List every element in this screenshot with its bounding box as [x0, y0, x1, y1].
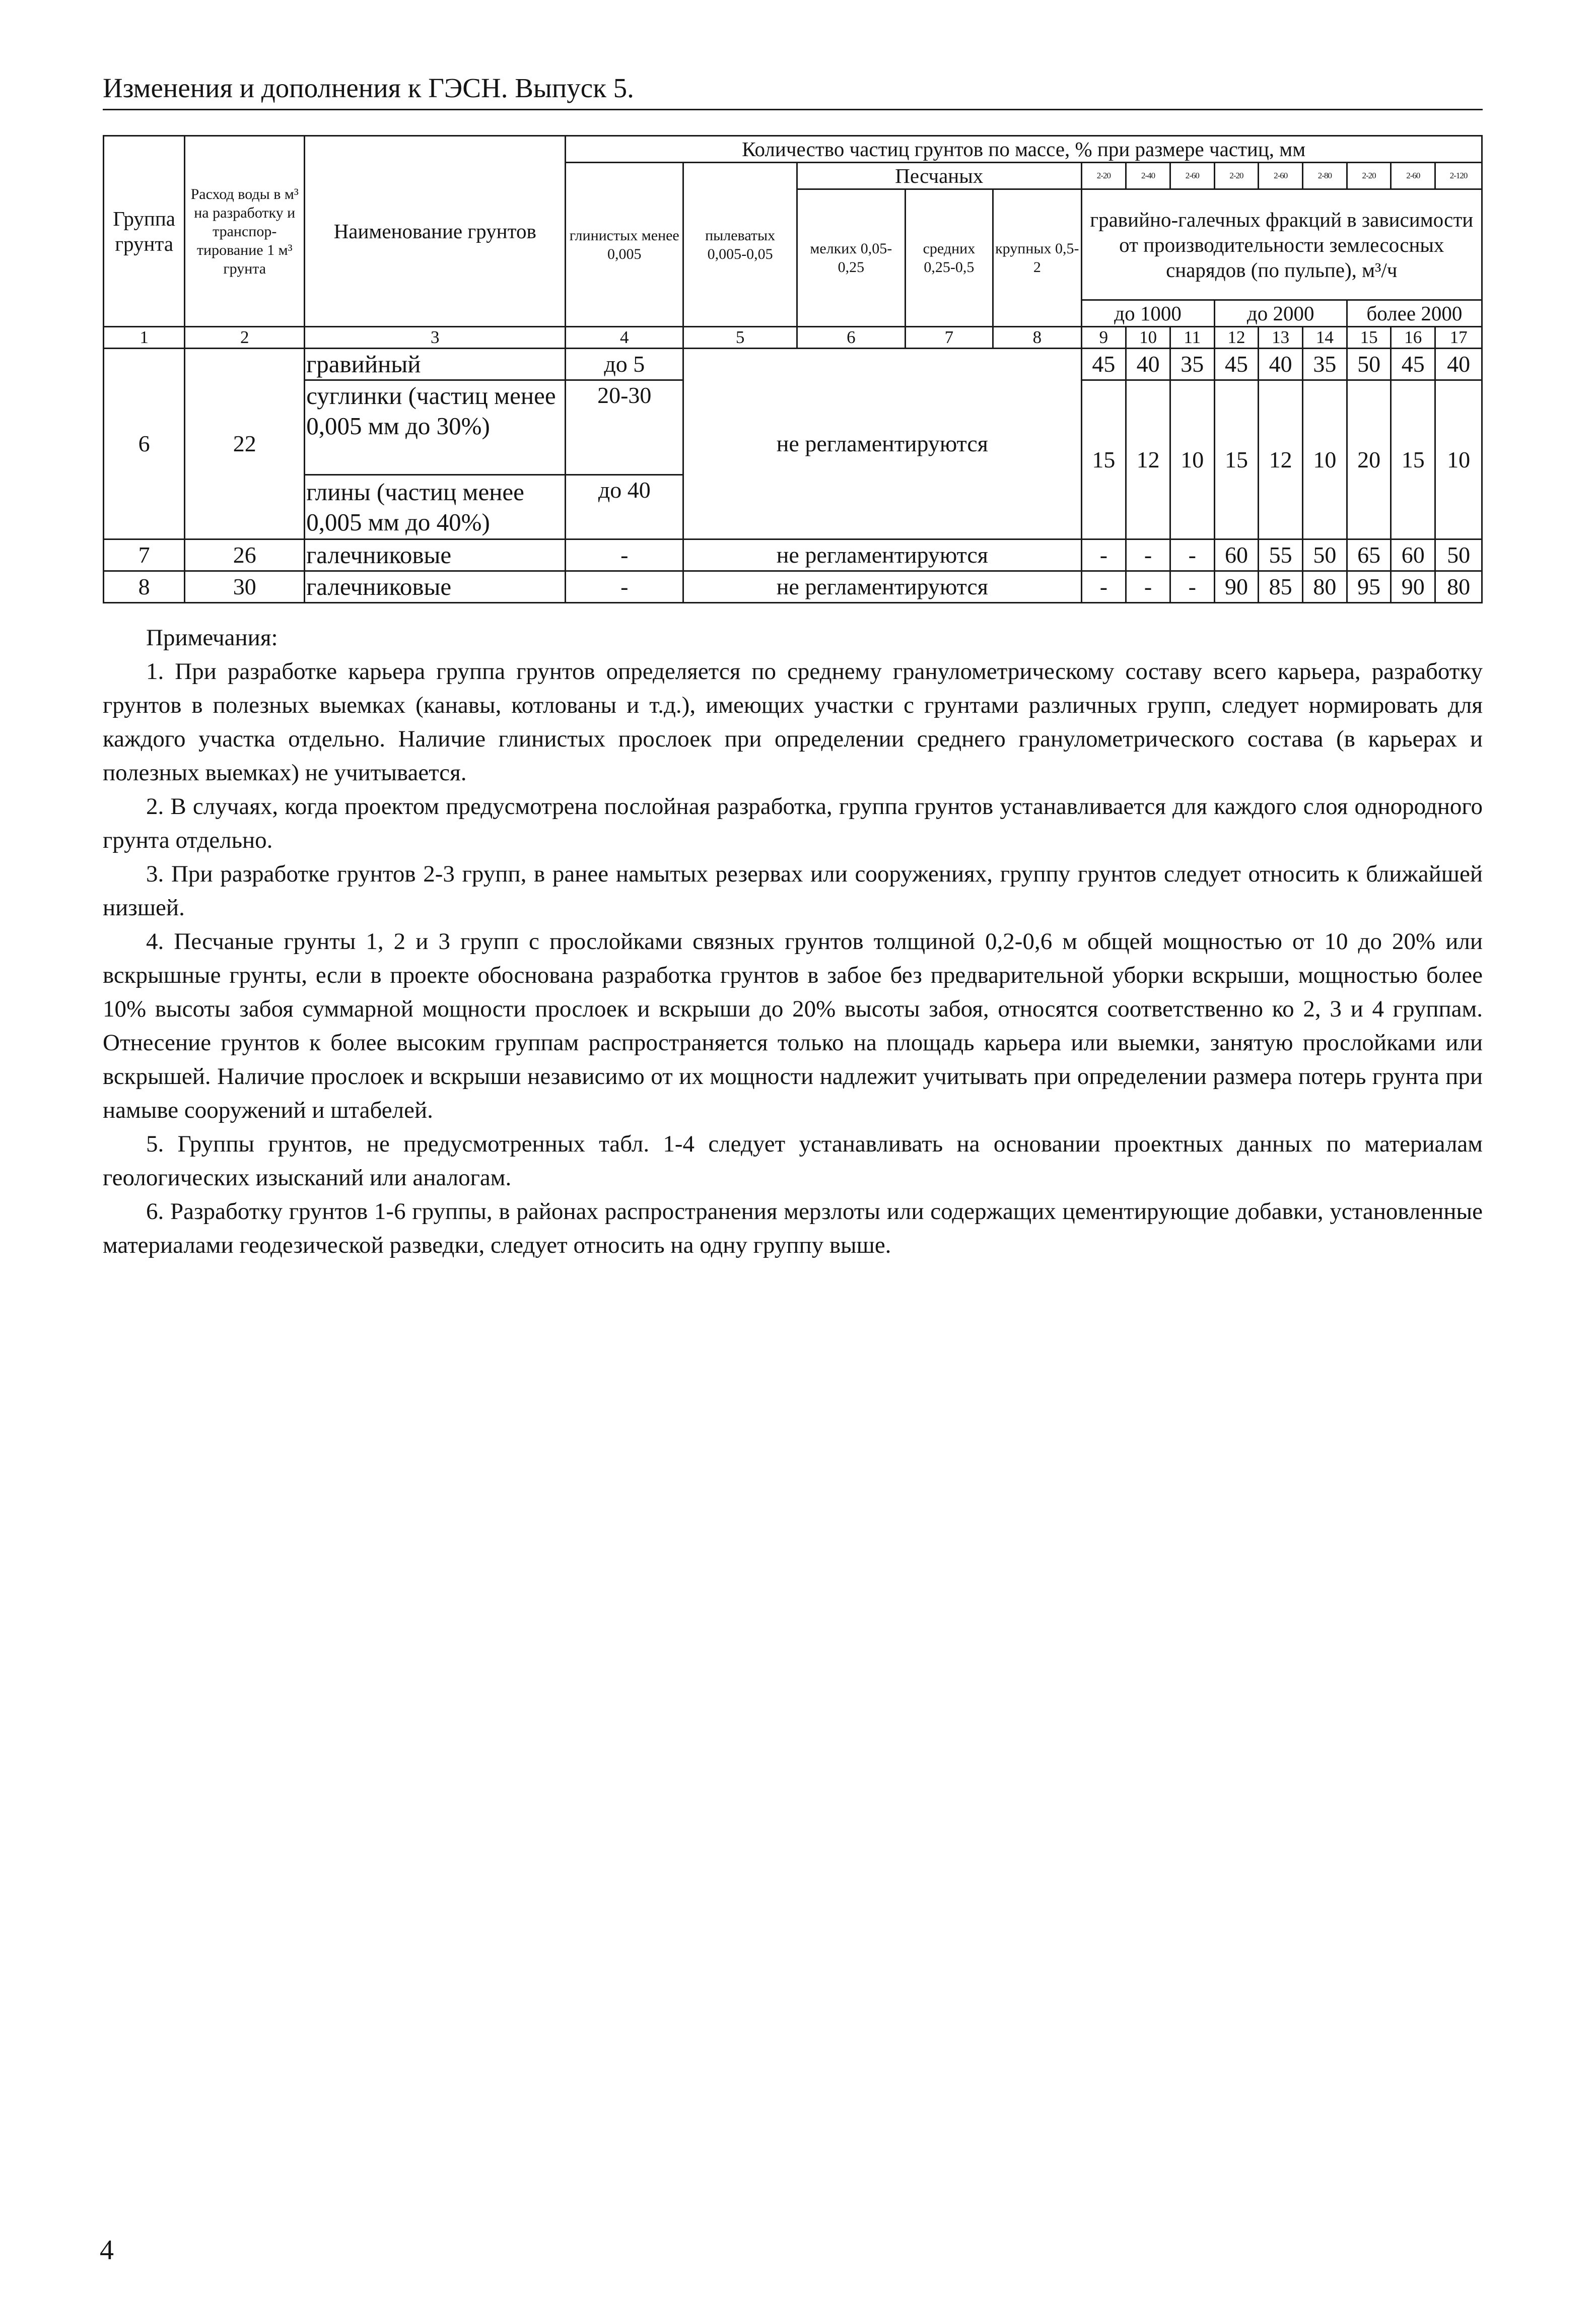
column-number: 11	[1170, 327, 1214, 349]
column-number: 7	[905, 327, 993, 349]
cell-water: 30	[185, 571, 305, 603]
cell-water: 22	[185, 349, 305, 539]
column-number: 13	[1259, 327, 1303, 349]
cell-clay: -	[566, 539, 683, 571]
cell-value: 50	[1347, 349, 1391, 380]
note-item: 6. Разработку грунтов 1-6 группы, в районах распространения мерзлоты или содержащих цементирующие добавки, установленные материалами геодезической разведки, следует относить на одну группу выше.	[103, 1198, 1483, 1258]
cell-group: 8	[104, 571, 185, 603]
running-header: Изменения и дополнения к ГЭСН. Выпуск 5.	[103, 71, 1483, 110]
size-label: 2-40	[1126, 163, 1170, 189]
cell-value: 20	[1347, 380, 1391, 539]
cell-value: 50	[1303, 539, 1347, 571]
size-label: 2-20	[1081, 163, 1126, 189]
prod-label: до 1000	[1081, 300, 1214, 327]
cell-value: 12	[1259, 380, 1303, 539]
cell-value: 15	[1081, 380, 1126, 539]
column-number: 9	[1081, 327, 1126, 349]
cell-value: 65	[1347, 539, 1391, 571]
column-number: 2	[185, 327, 305, 349]
header-quantity: Количество частиц грунтов по массе, % при размере частиц, мм	[566, 136, 1482, 163]
cell-soil-name: галечниковые	[305, 539, 566, 571]
cell-value: -	[1126, 571, 1170, 603]
prod-label: более 2000	[1347, 300, 1482, 327]
cell-value: 40	[1435, 349, 1482, 380]
size-label: 2-120	[1435, 163, 1482, 189]
cell-value: 15	[1214, 380, 1259, 539]
note-item: 4. Песчаные грунты 1, 2 и 3 групп с прослойками связных грунтов толщиной 0,2-0,6 м общей мощностью от 10 до 20% или вскрышные грунты, если в проекте обоснована разработка грунтов в забое без предварительной уборки вскрыши, мощностью более 10% высоты забоя суммарной мощности прослоек и вскрыши до 20% высоты забоя, относятся соответственно ко 2, 3 и 4 группам. Отнесение грунтов к более высоким группам распространяется только на площадь карьера или выемки, занятую прослойками или вскрышей. Наличие прослоек и вскрыши независимо от их мощности надлежит учитывать при определении размера потерь грунта при намыве сооружений и штабелей.	[103, 928, 1483, 1123]
note-item: 3. При разработке грунтов 2-3 групп, в ранее намытых резервах или сооружениях, группу грунтов следует относить к ближайшей низшей.	[103, 861, 1483, 921]
cell-group: 6	[104, 349, 185, 539]
column-number: 12	[1214, 327, 1259, 349]
header-medium: средних 0,25-0,5	[905, 189, 993, 327]
header-gravel: гравийно-галечных фракций в зависимости от производительности землесосных снарядов (по пульпе), м³/ч	[1081, 189, 1482, 300]
column-number: 8	[993, 327, 1081, 349]
note-item: 5. Группы грунтов, не предусмотренных табл. 1-4 следует устанавливать на основании проектных данных по материалам геологических изысканий или аналогам.	[103, 1131, 1483, 1191]
cell-soil-name: глины (частиц менее 0,005 мм до 40%)	[305, 475, 566, 539]
column-number: 4	[566, 327, 683, 349]
size-label: 2-60	[1259, 163, 1303, 189]
cell-value: 55	[1259, 539, 1303, 571]
cell-value: -	[1170, 571, 1214, 603]
column-number: 16	[1391, 327, 1435, 349]
cell-value: 95	[1347, 571, 1391, 603]
cell-value: 10	[1303, 380, 1347, 539]
column-number: 10	[1126, 327, 1170, 349]
cell-soil-name: суглинки (частиц менее 0,005 мм до 30%)	[305, 380, 566, 475]
cell-group: 7	[104, 539, 185, 571]
column-number: 17	[1435, 327, 1482, 349]
soil-groups-table	[103, 135, 1483, 603]
cell-value: 12	[1126, 380, 1170, 539]
cell-clay: -	[566, 571, 683, 603]
header-coarse: крупных 0,5-2	[993, 189, 1081, 327]
column-number: 14	[1303, 327, 1347, 349]
column-number: 3	[305, 327, 566, 349]
cell-not-regulated: не регламентируются	[683, 539, 1081, 571]
cell-soil-name: гравийный	[305, 349, 566, 380]
cell-soil-name: галечниковые	[305, 571, 566, 603]
cell-clay: 20-30	[566, 380, 683, 475]
cell-water: 26	[185, 539, 305, 571]
cell-value: 90	[1391, 571, 1435, 603]
cell-value: -	[1081, 571, 1126, 603]
cell-value: 45	[1391, 349, 1435, 380]
size-label: 2-60	[1170, 163, 1214, 189]
cell-value: 85	[1259, 571, 1303, 603]
header-fine: мелких 0,05-0,25	[797, 189, 906, 327]
cell-value: 60	[1391, 539, 1435, 571]
cell-clay: до 5	[566, 349, 683, 380]
note-item: 1. При разработке карьера группа грунтов определяется по среднему гранулометрическому составу всего карьера, разработку грунтов в полезных выемках (канавы, котлованы и т.д.), имеющих участки с грунтами различных групп, следует нормировать для каждого участка отдельно. Наличие глинистых прослоек при определении среднего гранулометрического состава (в карьерах и полезных выемках) не учитывается.	[103, 658, 1483, 786]
cell-value: 35	[1303, 349, 1347, 380]
header-name: Наименование грунтов	[305, 136, 566, 327]
cell-value: 90	[1214, 571, 1259, 603]
cell-value: 45	[1214, 349, 1259, 380]
cell-not-regulated: не регламентируются	[683, 349, 1081, 539]
header-sand: Песчаных	[797, 163, 1082, 189]
cell-value: 40	[1259, 349, 1303, 380]
cell-value: 35	[1170, 349, 1214, 380]
column-number: 1	[104, 327, 185, 349]
cell-value: -	[1126, 539, 1170, 571]
cell-value: 10	[1435, 380, 1482, 539]
size-label: 2-60	[1391, 163, 1435, 189]
column-number: 5	[683, 327, 797, 349]
notes-title: Примечания:	[146, 625, 278, 651]
header-dust: пылеватых 0,005-0,05	[683, 163, 797, 327]
page-number: 4	[100, 2235, 114, 2266]
header-clay: глинистых менее 0,005	[566, 163, 683, 327]
header-water: Расход воды в м³ на разработку и транспор-тирование 1 м³ грунта	[185, 136, 305, 327]
cell-value: 80	[1303, 571, 1347, 603]
cell-value: -	[1081, 539, 1126, 571]
column-number: 15	[1347, 327, 1391, 349]
size-label: 2-20	[1347, 163, 1391, 189]
column-number: 6	[797, 327, 906, 349]
cell-value: 80	[1435, 571, 1482, 603]
cell-value: 10	[1170, 380, 1214, 539]
cell-not-regulated: не регламентируются	[683, 571, 1081, 603]
cell-value: 60	[1214, 539, 1259, 571]
cell-value: 50	[1435, 539, 1482, 571]
size-label: 2-20	[1214, 163, 1259, 189]
cell-clay: до 40	[566, 475, 683, 539]
notes	[103, 621, 1483, 1262]
note-item: 2. В случаях, когда проектом предусмотрена послойная разработка, группа грунтов устанавливается для каждого слоя однородного грунта отдельно.	[103, 793, 1483, 853]
cell-value: 40	[1126, 349, 1170, 380]
header-group: Группа грунта	[104, 136, 185, 327]
size-label: 2-80	[1303, 163, 1347, 189]
cell-value: -	[1170, 539, 1214, 571]
cell-value: 45	[1081, 349, 1126, 380]
cell-value: 15	[1391, 380, 1435, 539]
prod-label: до 2000	[1214, 300, 1347, 327]
